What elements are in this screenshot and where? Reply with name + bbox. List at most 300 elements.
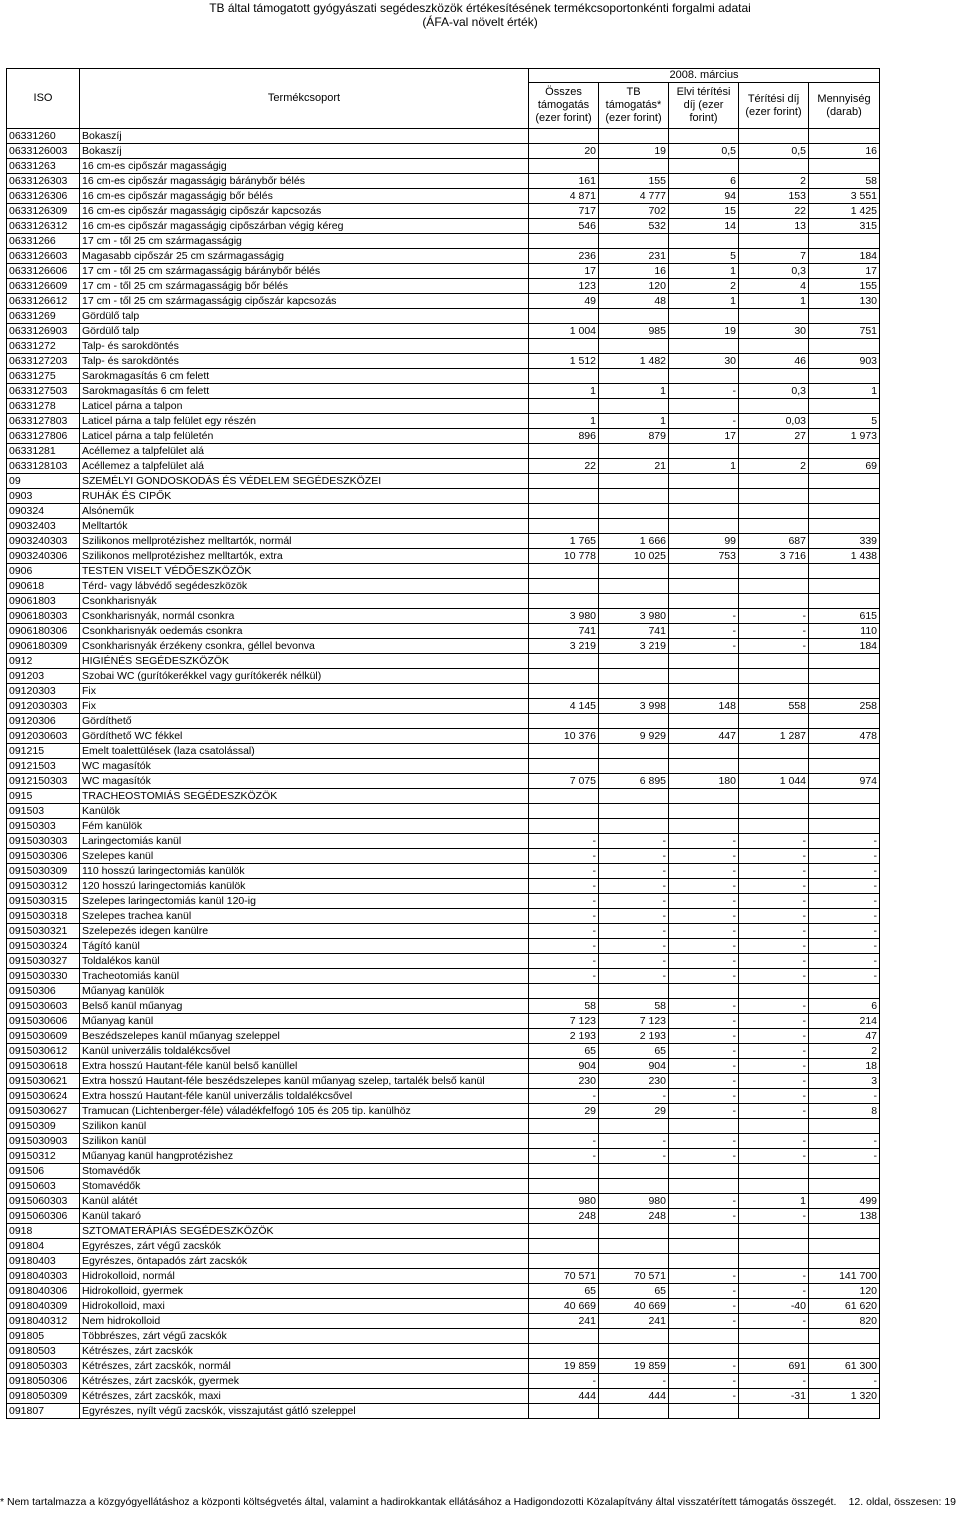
cell-theoretical-fee [669, 759, 739, 774]
cell-iso-code: 0915060303 [7, 1194, 80, 1209]
cell-tb-support: 29 [599, 1104, 669, 1119]
table-row [7, 279, 880, 294]
cell-quantity: 1 [809, 384, 880, 399]
cell-iso-code: 0918040309 [7, 1299, 80, 1314]
cell-theoretical-fee: - [669, 969, 739, 984]
cell-total-support: 3 980 [529, 609, 599, 624]
cell-product-group: Extra hosszú Hautant-féle beszédszelepes kanül műanyag szelep, tartalék belső kanül [80, 1074, 529, 1089]
cell-total-support: 1 765 [529, 534, 599, 549]
cell-fee: 13 [739, 219, 809, 234]
cell-product-group: Szobai WC (gurítókerékkel vagy gurítókerék nélkül) [80, 669, 529, 684]
cell-theoretical-fee: - [669, 834, 739, 849]
cell-theoretical-fee [669, 789, 739, 804]
cell-total-support [529, 129, 599, 144]
cell-tb-support: 155 [599, 174, 669, 189]
cell-fee [739, 399, 809, 414]
cell-quantity: - [809, 879, 880, 894]
cell-product-group: Fém kanülök [80, 819, 529, 834]
cell-tb-support: 6 895 [599, 774, 669, 789]
cell-iso-code: 06331266 [7, 234, 80, 249]
cell-product-group: Acéllemez a talpfelület alá [80, 444, 529, 459]
cell-fee: 558 [739, 699, 809, 714]
cell-iso-code: 0915030309 [7, 864, 80, 879]
cell-quantity: 6 [809, 999, 880, 1014]
cell-product-group: 16 cm-es cipőszár magasságig cipőszár kapcsozás [80, 204, 529, 219]
cell-fee: - [739, 954, 809, 969]
cell-total-support: 4 871 [529, 189, 599, 204]
cell-total-support [529, 489, 599, 504]
cell-product-group: Gördülő talp [80, 309, 529, 324]
table-row [7, 624, 880, 639]
cell-fee: - [739, 999, 809, 1014]
cell-total-support: 1 004 [529, 324, 599, 339]
cell-iso-code: 0915030321 [7, 924, 80, 939]
cell-theoretical-fee [669, 1179, 739, 1194]
cell-tb-support: 879 [599, 429, 669, 444]
cell-quantity [809, 504, 880, 519]
cell-theoretical-fee: 148 [669, 699, 739, 714]
table-row [7, 459, 880, 474]
cell-quantity: 615 [809, 609, 880, 624]
cell-iso-code: 0912030603 [7, 729, 80, 744]
cell-total-support [529, 744, 599, 759]
cell-quantity: 478 [809, 729, 880, 744]
cell-iso-code: 0918040306 [7, 1284, 80, 1299]
cell-theoretical-fee [669, 669, 739, 684]
table-row [7, 249, 880, 264]
cell-iso-code: 0915030612 [7, 1044, 80, 1059]
cell-tb-support: 65 [599, 1284, 669, 1299]
cell-fee [739, 984, 809, 999]
cell-iso-code: 091807 [7, 1404, 80, 1419]
cell-tb-support [599, 159, 669, 174]
table-row [7, 1359, 880, 1374]
cell-tb-support: 9 929 [599, 729, 669, 744]
cell-tb-support [599, 654, 669, 669]
cell-iso-code: 0633126612 [7, 294, 80, 309]
cell-product-group: Laringectomiás kanül [80, 834, 529, 849]
cell-tb-support: 904 [599, 1059, 669, 1074]
table-row [7, 699, 880, 714]
cell-theoretical-fee [669, 129, 739, 144]
cell-product-group: HIGIÉNÉS SEGÉDESZKÖZÖK [80, 654, 529, 669]
cell-quantity: 5 [809, 414, 880, 429]
cell-quantity: 3 [809, 1074, 880, 1089]
table-row [7, 609, 880, 624]
cell-theoretical-fee: 6 [669, 174, 739, 189]
cell-fee: 2 [739, 174, 809, 189]
cell-tb-support: - [599, 834, 669, 849]
cell-quantity: 1 425 [809, 204, 880, 219]
table-row [7, 1404, 880, 1419]
table-row [7, 519, 880, 534]
cell-iso-code: 0633127203 [7, 354, 80, 369]
cell-theoretical-fee: 447 [669, 729, 739, 744]
cell-tb-support: 4 777 [599, 189, 669, 204]
cell-tb-support [599, 444, 669, 459]
page-number: 12. oldal, összesen: 19 [848, 1496, 956, 1508]
cell-product-group: Térd- vagy lábvédő segédeszközök [80, 579, 529, 594]
cell-fee: - [739, 1314, 809, 1329]
cell-tb-support: 19 859 [599, 1359, 669, 1374]
cell-tb-support [599, 519, 669, 534]
cell-fee [739, 1254, 809, 1269]
cell-quantity: 1 320 [809, 1389, 880, 1404]
header-elvi: Elvi térítési díj (ezer forint) [669, 83, 739, 129]
cell-product-group: Hidrokolloid, gyermek [80, 1284, 529, 1299]
cell-iso-code: 0915030306 [7, 849, 80, 864]
cell-quantity: - [809, 969, 880, 984]
table-row [7, 1224, 880, 1239]
table-row [7, 879, 880, 894]
cell-tb-support [599, 1179, 669, 1194]
cell-product-group: Alsóneműk [80, 504, 529, 519]
cell-iso-code: 0633126603 [7, 249, 80, 264]
cell-product-group: Tramucan (Lichtenberger-féle) váladékfelfogó 105 és 205 tip. kanülhöz [80, 1104, 529, 1119]
cell-product-group: Kanül takaró [80, 1209, 529, 1224]
cell-product-group: RUHÁK ÉS CIPŐK [80, 489, 529, 504]
cell-iso-code: 0633126306 [7, 189, 80, 204]
cell-tb-support: - [599, 1374, 669, 1389]
cell-iso-code: 0915030324 [7, 939, 80, 954]
cell-total-support: 22 [529, 459, 599, 474]
cell-total-support [529, 1344, 599, 1359]
cell-product-group: TRACHEOSTOMIÁS SEGÉDESZKÖZÖK [80, 789, 529, 804]
cell-iso-code: 0915030315 [7, 894, 80, 909]
cell-product-group: Kanülök [80, 804, 529, 819]
cell-product-group: Laticel párna a talp felület egy részén [80, 414, 529, 429]
cell-theoretical-fee: 0,5 [669, 144, 739, 159]
table-row [7, 834, 880, 849]
cell-total-support: 65 [529, 1284, 599, 1299]
cell-product-group: Szelepes kanül [80, 849, 529, 864]
cell-iso-code: 090618 [7, 579, 80, 594]
cell-theoretical-fee: - [669, 939, 739, 954]
cell-theoretical-fee [669, 489, 739, 504]
cell-tb-support: 3 219 [599, 639, 669, 654]
cell-quantity: - [809, 1089, 880, 1104]
cell-fee: - [739, 1044, 809, 1059]
cell-quantity: 3 551 [809, 189, 880, 204]
cell-theoretical-fee: - [669, 1044, 739, 1059]
table-row [7, 1254, 880, 1269]
cell-theoretical-fee: - [669, 1104, 739, 1119]
cell-tb-support: 1 482 [599, 354, 669, 369]
cell-total-support [529, 1404, 599, 1419]
cell-total-support: - [529, 954, 599, 969]
cell-product-group: 110 hosszú laringectomiás kanülök [80, 864, 529, 879]
cell-theoretical-fee: - [669, 1014, 739, 1029]
cell-fee: 46 [739, 354, 809, 369]
cell-theoretical-fee: 1 [669, 459, 739, 474]
cell-quantity: - [809, 1134, 880, 1149]
cell-iso-code: 090324 [7, 504, 80, 519]
cell-iso-code: 0633126903 [7, 324, 80, 339]
cell-tb-support: 16 [599, 264, 669, 279]
cell-theoretical-fee: - [669, 1029, 739, 1044]
cell-total-support: 58 [529, 999, 599, 1014]
cell-quantity: - [809, 924, 880, 939]
cell-quantity: - [809, 834, 880, 849]
cell-total-support: 20 [529, 144, 599, 159]
cell-quantity [809, 1404, 880, 1419]
cell-iso-code: 06331281 [7, 444, 80, 459]
cell-fee [739, 504, 809, 519]
cell-fee: - [739, 624, 809, 639]
cell-total-support [529, 474, 599, 489]
cell-total-support: - [529, 849, 599, 864]
table-row [7, 324, 880, 339]
cell-product-group: Gördülő talp [80, 324, 529, 339]
table-row [7, 1269, 880, 1284]
cell-total-support: 236 [529, 249, 599, 264]
cell-iso-code: 0915030618 [7, 1059, 80, 1074]
cell-theoretical-fee: - [669, 864, 739, 879]
cell-tb-support: 532 [599, 219, 669, 234]
table-row [7, 864, 880, 879]
header-iso: ISO [7, 69, 80, 129]
cell-quantity: 155 [809, 279, 880, 294]
cell-iso-code: 0918040303 [7, 1269, 80, 1284]
cell-theoretical-fee [669, 309, 739, 324]
cell-tb-support: 248 [599, 1209, 669, 1224]
cell-fee: - [739, 639, 809, 654]
cell-tb-support [599, 1329, 669, 1344]
cell-iso-code: 091215 [7, 744, 80, 759]
cell-quantity [809, 1254, 880, 1269]
table-row [7, 804, 880, 819]
cell-fee: - [739, 924, 809, 939]
cell-quantity: 903 [809, 354, 880, 369]
cell-iso-code: 0906180309 [7, 639, 80, 654]
cell-theoretical-fee [669, 504, 739, 519]
cell-tb-support [599, 339, 669, 354]
cell-total-support: 1 [529, 414, 599, 429]
cell-product-group: 17 cm - től 25 cm szármagasságig bőr bélés [80, 279, 529, 294]
cell-tb-support: 21 [599, 459, 669, 474]
cell-product-group: Beszédszelepes kanül műanyag szeleppel [80, 1029, 529, 1044]
cell-tb-support [599, 804, 669, 819]
table-row [7, 744, 880, 759]
cell-theoretical-fee: - [669, 894, 739, 909]
cell-iso-code: 0633126312 [7, 219, 80, 234]
cell-iso-code: 0918040312 [7, 1314, 80, 1329]
cell-iso-code: 0633127503 [7, 384, 80, 399]
cell-fee: - [739, 834, 809, 849]
cell-fee [739, 339, 809, 354]
cell-iso-code: 091503 [7, 804, 80, 819]
table-row [7, 639, 880, 654]
cell-theoretical-fee: 14 [669, 219, 739, 234]
cell-iso-code: 0633127806 [7, 429, 80, 444]
table-row [7, 894, 880, 909]
cell-product-group: Laticel párna a talpon [80, 399, 529, 414]
cell-fee: - [739, 894, 809, 909]
cell-product-group: Szelepezés idegen kanülre [80, 924, 529, 939]
cell-total-support [529, 714, 599, 729]
cell-total-support: 717 [529, 204, 599, 219]
cell-total-support: 4 145 [529, 699, 599, 714]
cell-iso-code: 0915030609 [7, 1029, 80, 1044]
cell-theoretical-fee: 5 [669, 249, 739, 264]
cell-quantity [809, 444, 880, 459]
cell-total-support: - [529, 864, 599, 879]
table-row [7, 429, 880, 444]
cell-product-group: Tágító kanül [80, 939, 529, 954]
cell-quantity: 47 [809, 1029, 880, 1044]
cell-iso-code: 0915030312 [7, 879, 80, 894]
cell-iso-code: 091203 [7, 669, 80, 684]
cell-product-group: Csonkharisnyák, normál csonkra [80, 609, 529, 624]
cell-fee: - [739, 1374, 809, 1389]
table-row [7, 144, 880, 159]
table-body [7, 129, 880, 1419]
cell-product-group: Csonkharisnyák oedemás csonkra [80, 624, 529, 639]
cell-iso-code: 0906180303 [7, 609, 80, 624]
cell-quantity [809, 399, 880, 414]
cell-tb-support: - [599, 924, 669, 939]
cell-quantity: 339 [809, 534, 880, 549]
cell-product-group: 16 cm-es cipőszár magasságig [80, 159, 529, 174]
cell-theoretical-fee [669, 1239, 739, 1254]
cell-tb-support: - [599, 849, 669, 864]
table-row [7, 684, 880, 699]
cell-product-group: Talp- és sarokdöntés [80, 339, 529, 354]
cell-fee: 4 [739, 279, 809, 294]
cell-iso-code: 0903240303 [7, 534, 80, 549]
cell-total-support: 1 [529, 384, 599, 399]
cell-tb-support: - [599, 864, 669, 879]
cell-iso-code: 09150309 [7, 1119, 80, 1134]
cell-quantity [809, 804, 880, 819]
cell-product-group: Belső kanül műanyag [80, 999, 529, 1014]
cell-fee: - [739, 1134, 809, 1149]
cell-fee [739, 1239, 809, 1254]
cell-total-support: 904 [529, 1059, 599, 1074]
table-row [7, 189, 880, 204]
cell-product-group: Laticel párna a talp felületén [80, 429, 529, 444]
cell-fee: 27 [739, 429, 809, 444]
cell-product-group: Extra hosszú Hautant-féle kanül univerzális toldalékcsővel [80, 1089, 529, 1104]
cell-product-group: Bokaszíj [80, 144, 529, 159]
cell-product-group: 17 cm - től 25 cm szármagasságig [80, 234, 529, 249]
cell-tb-support: 1 [599, 384, 669, 399]
cell-total-support [529, 1239, 599, 1254]
cell-quantity: 58 [809, 174, 880, 189]
cell-total-support [529, 444, 599, 459]
cell-theoretical-fee: - [669, 879, 739, 894]
cell-quantity [809, 1344, 880, 1359]
cell-quantity: 184 [809, 249, 880, 264]
cell-fee: - [739, 1284, 809, 1299]
cell-fee [739, 489, 809, 504]
cell-iso-code: 09180403 [7, 1254, 80, 1269]
cell-total-support: 896 [529, 429, 599, 444]
cell-tb-support: - [599, 969, 669, 984]
cell-product-group: Gördíthető [80, 714, 529, 729]
table-row [7, 1374, 880, 1389]
cell-iso-code: 091805 [7, 1329, 80, 1344]
cell-product-group: Toldalékos kanül [80, 954, 529, 969]
cell-theoretical-fee [669, 804, 739, 819]
cell-fee: - [739, 1074, 809, 1089]
cell-tb-support: 70 571 [599, 1269, 669, 1284]
cell-quantity [809, 684, 880, 699]
cell-fee: 0,03 [739, 414, 809, 429]
cell-theoretical-fee: 180 [669, 774, 739, 789]
cell-fee: - [739, 909, 809, 924]
cell-product-group: Szilikon kanül [80, 1134, 529, 1149]
cell-total-support: 17 [529, 264, 599, 279]
cell-quantity [809, 1239, 880, 1254]
cell-product-group: Hidrokolloid, maxi [80, 1299, 529, 1314]
cell-tb-support: 241 [599, 1314, 669, 1329]
cell-total-support [529, 369, 599, 384]
cell-quantity [809, 714, 880, 729]
cell-theoretical-fee: - [669, 1314, 739, 1329]
cell-theoretical-fee [669, 744, 739, 759]
table-row [7, 1089, 880, 1104]
cell-quantity [809, 654, 880, 669]
cell-product-group: Tracheotomiás kanül [80, 969, 529, 984]
cell-tb-support [599, 1239, 669, 1254]
cell-product-group: Emelt toalettülések (laza csatolással) [80, 744, 529, 759]
cell-iso-code: 0915030327 [7, 954, 80, 969]
cell-fee: 30 [739, 324, 809, 339]
cell-tb-support: - [599, 954, 669, 969]
cell-theoretical-fee: - [669, 1299, 739, 1314]
cell-theoretical-fee [669, 714, 739, 729]
cell-product-group: Fix [80, 684, 529, 699]
table-row [7, 789, 880, 804]
cell-total-support [529, 1164, 599, 1179]
cell-tb-support: 1 [599, 414, 669, 429]
cell-theoretical-fee: - [669, 999, 739, 1014]
cell-tb-support: - [599, 879, 669, 894]
table-row [7, 489, 880, 504]
table-row [7, 1044, 880, 1059]
sales-data-table [6, 68, 880, 1419]
cell-theoretical-fee: - [669, 1074, 739, 1089]
table-row [7, 1164, 880, 1179]
cell-iso-code: 0915030903 [7, 1134, 80, 1149]
table-row [7, 564, 880, 579]
table-row [7, 714, 880, 729]
cell-tb-support [599, 789, 669, 804]
table-row [7, 1329, 880, 1344]
cell-product-group: SZEMÉLYI GONDOSKODÁS ÉS VÉDELEM SEGÉDESZKÖZEI [80, 474, 529, 489]
cell-fee [739, 654, 809, 669]
table-row [7, 174, 880, 189]
cell-total-support: 980 [529, 1194, 599, 1209]
cell-product-group: Bokaszíj [80, 129, 529, 144]
cell-fee [739, 309, 809, 324]
cell-quantity: 16 [809, 144, 880, 159]
table-row [7, 1389, 880, 1404]
cell-theoretical-fee: 94 [669, 189, 739, 204]
cell-theoretical-fee [669, 684, 739, 699]
table-row [7, 819, 880, 834]
header-period: 2008. március [529, 69, 880, 83]
cell-tb-support [599, 1164, 669, 1179]
table-row [7, 294, 880, 309]
table-row [7, 1314, 880, 1329]
cell-product-group: Magasabb cipőszár 25 cm szármagasságig [80, 249, 529, 264]
cell-iso-code: 0918050309 [7, 1389, 80, 1404]
cell-theoretical-fee [669, 819, 739, 834]
cell-fee: - [739, 849, 809, 864]
cell-total-support [529, 759, 599, 774]
